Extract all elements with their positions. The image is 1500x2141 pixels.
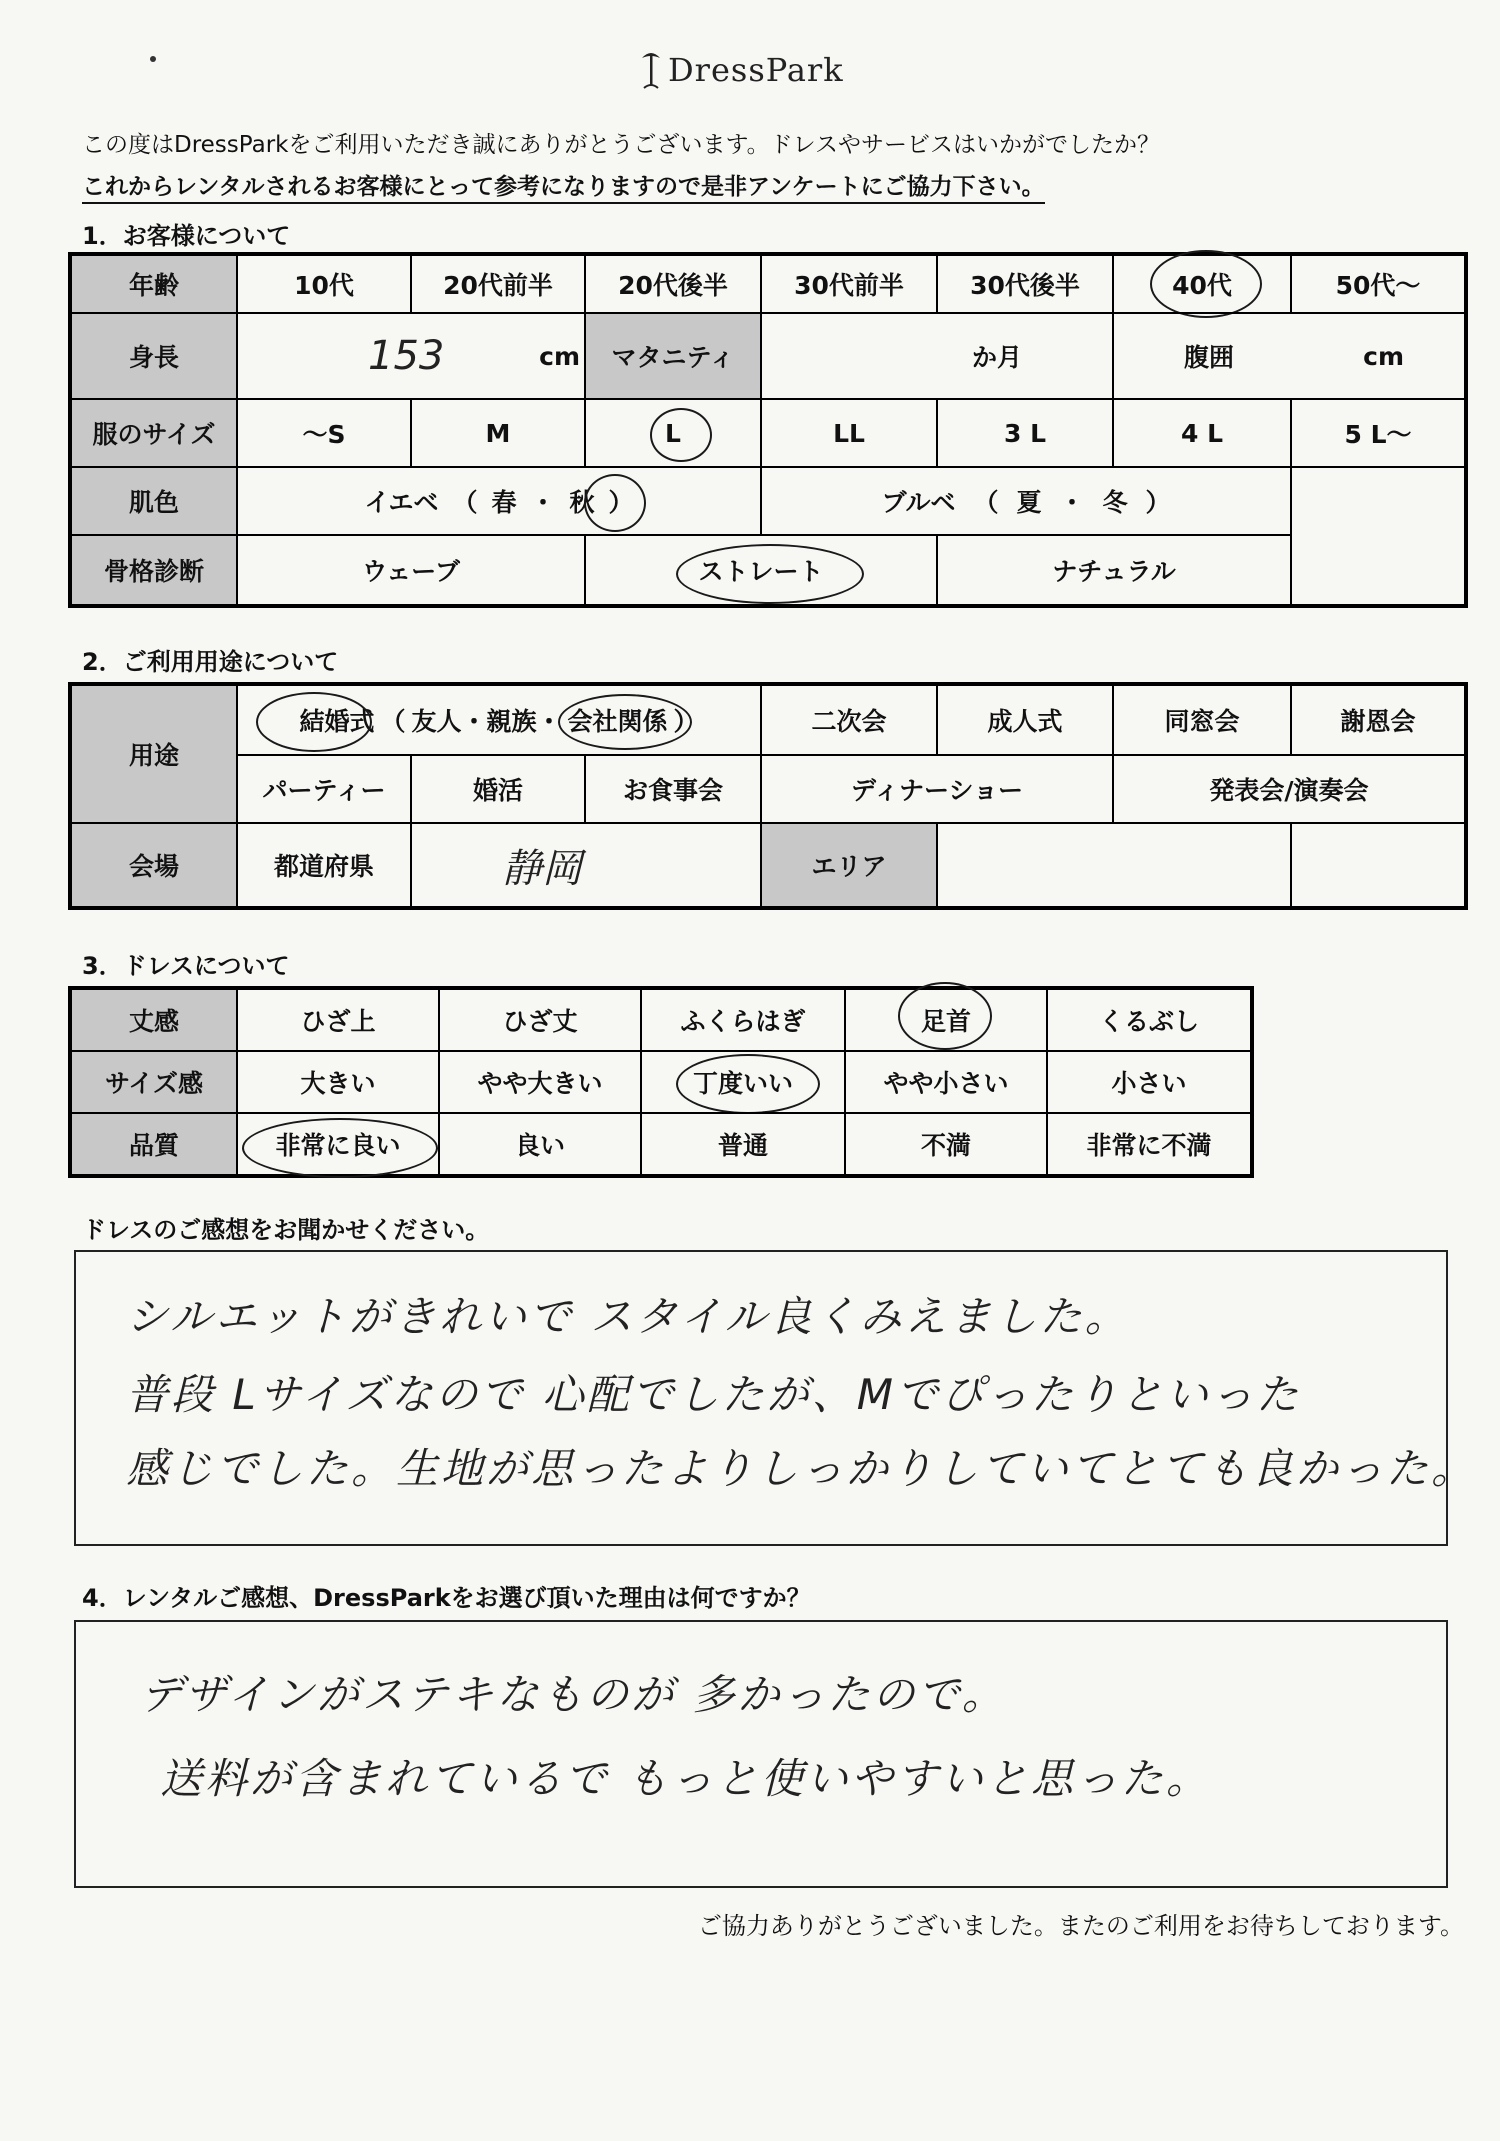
size-option[interactable]: 〜S	[236, 398, 412, 468]
intro-request: これからレンタルされるお客様にとって参考になりますので是非アンケートにご協力下さい。	[82, 168, 1045, 204]
yellow-base-label: イエベ	[364, 488, 439, 517]
blue-base-label: ブルベ	[881, 488, 956, 517]
paren: （	[380, 707, 406, 736]
age-option[interactable]: 30代後半	[936, 254, 1114, 314]
length-option[interactable]: ふくらはぎ	[640, 988, 846, 1052]
usage-option[interactable]: お食事会	[584, 754, 762, 824]
belly-label: 腹囲	[1184, 343, 1235, 372]
paren: ）	[608, 488, 634, 517]
section1-title: 1．お客様について	[82, 222, 291, 250]
age-option[interactable]: 20代後半	[584, 254, 762, 314]
age-option[interactable]: 30代前半	[760, 254, 938, 314]
comment-line: 普段 Lサイズなので 心配でしたが、Mでぴったりといった	[126, 1370, 1301, 1419]
comment-line: 感じでした。生地が思ったよりしっかりしていてとても良かった。	[126, 1444, 1477, 1493]
usage-option[interactable]: 婚活	[410, 754, 586, 824]
skeleton-option-selected[interactable]: ストレート	[584, 534, 938, 606]
fit-option[interactable]: やや大きい	[438, 1050, 642, 1114]
quality-label: 品質	[70, 1112, 238, 1176]
length-option-selected[interactable]: 足首	[844, 988, 1048, 1052]
fit-option[interactable]: 大きい	[236, 1050, 440, 1114]
usage-option[interactable]: 謝恩会	[1290, 684, 1466, 756]
quality-option[interactable]: 非常に不満	[1046, 1112, 1252, 1176]
season-autumn-selected[interactable]: 秋	[569, 488, 595, 517]
size-option[interactable]: LL	[760, 398, 938, 468]
belly-unit: cm	[1363, 341, 1404, 371]
paren: ）	[673, 707, 699, 736]
intro-text: この度はDressParkをご利用いただき誠にありがとうございます。ドレスやサービスはいかがでしたか？	[82, 132, 1160, 158]
age-label: 年齢	[70, 254, 238, 314]
season-winter[interactable]: 冬	[1102, 488, 1128, 517]
usage-option[interactable]: 同窓会	[1112, 684, 1292, 756]
area-field[interactable]	[936, 822, 1292, 908]
logo-text: DressPark	[668, 51, 844, 89]
paren: （	[973, 488, 999, 517]
length-option[interactable]: ひざ丈	[438, 988, 642, 1052]
thanks-text: ご協力ありがとうございました。またのご利用をお待ちしております。	[697, 1912, 1464, 1940]
length-option[interactable]: くるぶし	[1046, 988, 1252, 1052]
usage-friends-family[interactable]: 友人・親族・	[411, 707, 562, 736]
height-label: 身長	[70, 312, 238, 400]
separator: ・	[530, 488, 556, 517]
usage-option[interactable]: パーティー	[236, 754, 412, 824]
quality-option-selected[interactable]: 非常に良い	[236, 1112, 440, 1176]
section4-title: 4．レンタルご感想、DressParkをお選び頂いた理由は何ですか？	[82, 1584, 811, 1612]
fit-option[interactable]: 小さい	[1046, 1050, 1252, 1114]
length-option[interactable]: ひざ上	[236, 988, 440, 1052]
maternity-months-field[interactable]	[760, 312, 1114, 400]
belly-field[interactable]	[1112, 312, 1466, 400]
dress-comments-title: ドレスのご感想をお聞かせください。	[82, 1216, 490, 1244]
quality-option[interactable]: 良い	[438, 1112, 642, 1176]
size-option[interactable]: 5 L〜	[1290, 398, 1466, 468]
prefecture-field[interactable]	[410, 822, 762, 908]
paren: （	[452, 488, 478, 517]
age-option[interactable]: 10代	[236, 254, 412, 314]
comment-line: シルエットがきれいで スタイル良くみえました。	[126, 1292, 1130, 1341]
season-spring[interactable]: 春	[491, 488, 517, 517]
scan-speck	[150, 56, 156, 62]
comment-line: 送料が含まれているで もっと使いやすいと思った。	[160, 1754, 1211, 1803]
length-label: 丈感	[70, 988, 238, 1052]
section2-title: 2．ご利用用途について	[82, 648, 339, 676]
yellow-base-field[interactable]	[236, 466, 762, 536]
maternity-label: マタニティ	[584, 312, 762, 400]
skeleton-option[interactable]: ウェーブ	[236, 534, 586, 606]
usage-option[interactable]: 二次会	[760, 684, 938, 756]
fit-option-selected[interactable]: 丁度いい	[640, 1050, 846, 1114]
usage-label: 用途	[70, 684, 238, 824]
prefecture-value: 静岡	[502, 845, 582, 892]
size-option[interactable]: 4 L	[1112, 398, 1292, 468]
venue-label: 会場	[70, 822, 238, 908]
usage-option[interactable]: ディナーショー	[760, 754, 1114, 824]
blue-base-field[interactable]	[760, 466, 1292, 536]
season-summer[interactable]: 夏	[1016, 488, 1042, 517]
age-option-selected[interactable]: 40代	[1112, 254, 1292, 314]
size-label: 服のサイズ	[70, 398, 238, 468]
months-unit: か月	[971, 343, 1022, 372]
skeleton-label: 骨格診断	[70, 534, 238, 606]
fit-label: サイズ感	[70, 1050, 238, 1114]
wedding-field[interactable]	[236, 684, 762, 756]
age-option[interactable]: 50代〜	[1290, 254, 1466, 314]
usage-company-selected[interactable]: 会社関係	[567, 707, 668, 736]
size-option[interactable]: M	[410, 398, 586, 468]
tree-logo-icon	[640, 48, 662, 92]
separator: ・	[1059, 488, 1085, 517]
prefecture-label: 都道府県	[236, 822, 412, 908]
section3-title: 3．ドレスについて	[82, 952, 290, 980]
height-field[interactable]	[236, 312, 586, 400]
fit-option[interactable]: やや小さい	[844, 1050, 1048, 1114]
size-option-selected[interactable]: L	[584, 398, 762, 468]
usage-wedding-selected[interactable]: 結婚式	[299, 707, 375, 736]
comment-line: デザインがステキなものが 多かったので。	[140, 1670, 1007, 1719]
usage-option[interactable]: 発表会/演奏会	[1112, 754, 1466, 824]
height-value: 153	[368, 333, 445, 379]
area-label: エリア	[760, 822, 938, 908]
usage-option[interactable]: 成人式	[936, 684, 1114, 756]
skin-label: 肌色	[70, 466, 238, 536]
quality-option[interactable]: 不満	[844, 1112, 1048, 1176]
size-option[interactable]: 3 L	[936, 398, 1114, 468]
age-option[interactable]: 20代前半	[410, 254, 586, 314]
paren: ）	[1145, 488, 1171, 517]
quality-option[interactable]: 普通	[640, 1112, 846, 1176]
skeleton-option[interactable]: ナチュラル	[936, 534, 1292, 606]
dresspark-logo	[640, 48, 844, 92]
height-unit: cm	[539, 341, 580, 371]
